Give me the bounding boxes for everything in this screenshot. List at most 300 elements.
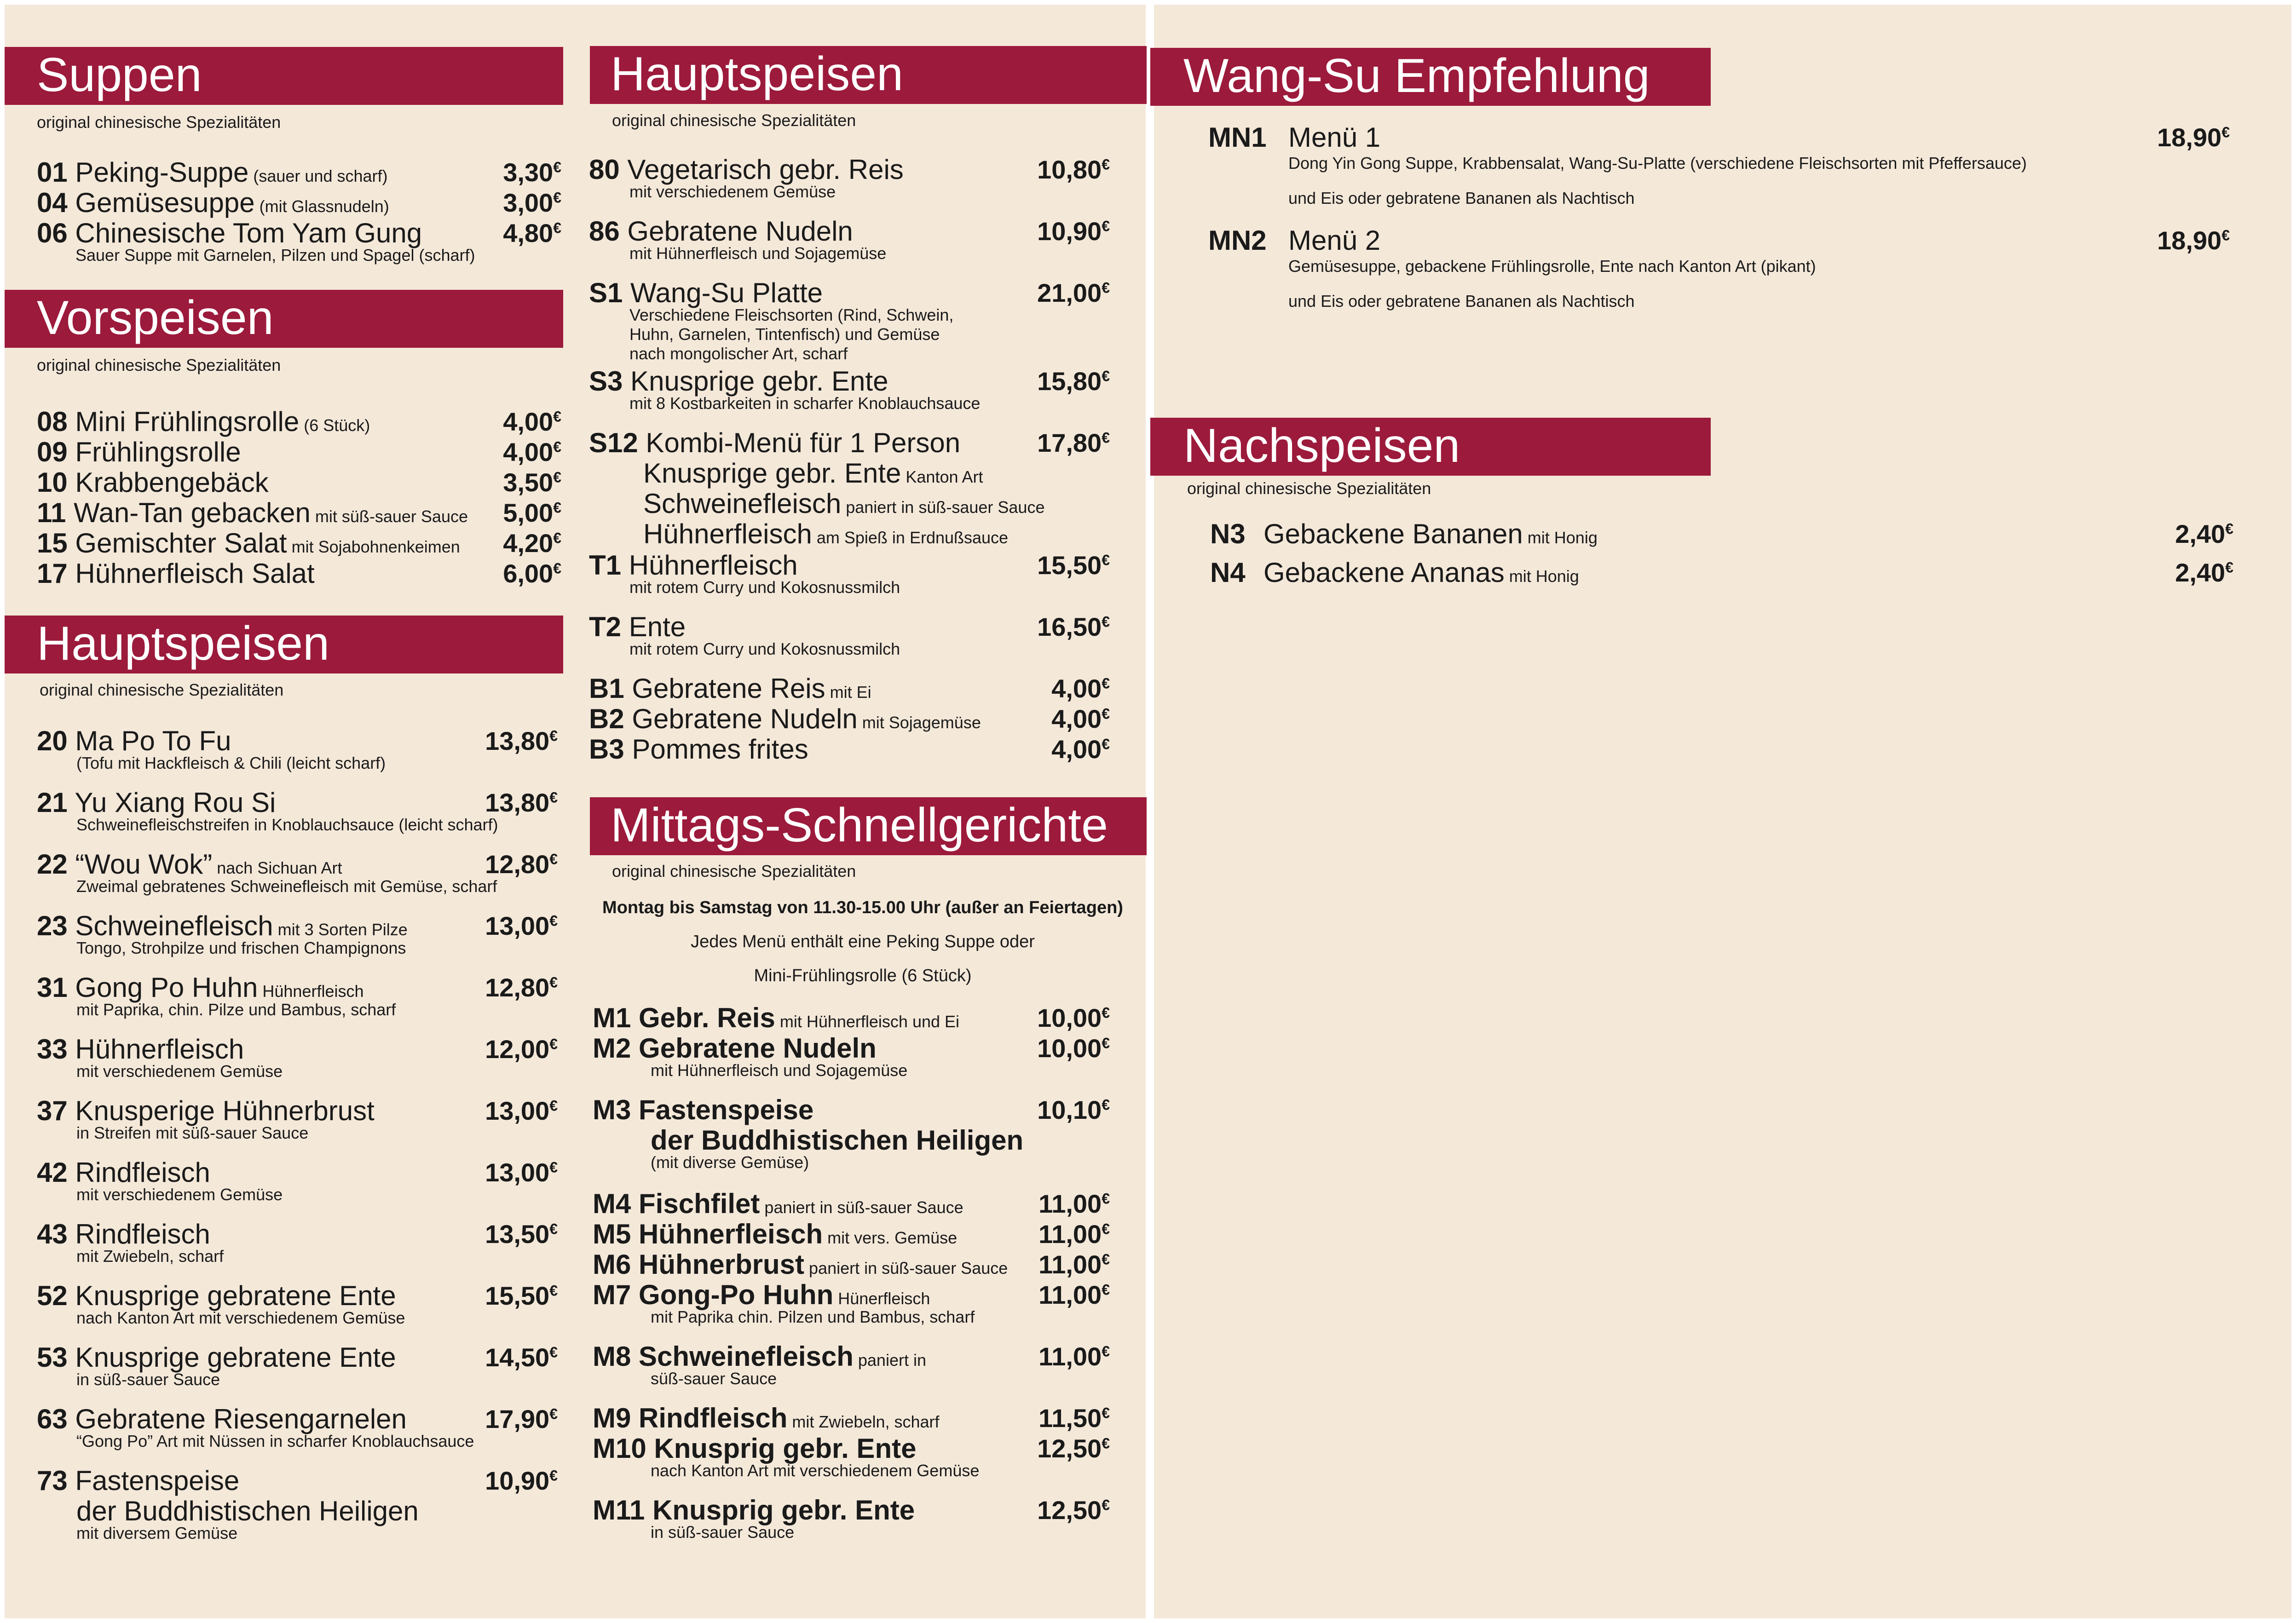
menu-item-line: [37, 437, 241, 467]
item-name: Knusprige gebr. Ente: [623, 366, 888, 397]
item-name: Knusprig gebr. Ente: [645, 1495, 915, 1525]
item-price: [485, 1219, 558, 1249]
menu-item: [37, 437, 561, 467]
menu-item: [593, 1219, 1110, 1249]
menu-item-line: [589, 366, 888, 397]
item-description: mit rotem Curry und Kokosnussmilch: [629, 578, 900, 597]
item-description: Sauer Suppe mit Garnelen, Pilzen und Spagel (scharf): [75, 246, 475, 265]
menu-item-line: [593, 1433, 916, 1464]
menu-item: [37, 725, 558, 772]
price-value: 4,00: [1051, 735, 1102, 764]
currency-sign: €: [549, 1220, 558, 1237]
item-price: [1037, 155, 1110, 185]
menu-item: [589, 734, 1110, 765]
menu-item-line: [37, 218, 422, 248]
price-value: 15,80: [1037, 367, 1102, 396]
currency-sign: €: [1102, 1190, 1110, 1207]
price-value: 11,00: [1038, 1280, 1102, 1309]
item-price: [1038, 1219, 1110, 1249]
price-value: 18,90: [2157, 123, 2222, 152]
menu-item-line: [589, 155, 904, 185]
menu-item: [37, 1342, 558, 1389]
section-subtitle: original chinesische Spezialitäten: [612, 111, 856, 130]
section-banner-suppen: Suppen: [5, 47, 563, 105]
item-note: mit Ei: [825, 683, 871, 702]
currency-sign: €: [553, 189, 561, 206]
item-price: [2175, 558, 2233, 588]
combo-sub-name: Hühnerfleisch: [643, 518, 812, 549]
price-value: 17,80: [1037, 428, 1102, 457]
price-value: 14,50: [485, 1343, 550, 1372]
menu-item: [37, 467, 561, 498]
item-name: Fastenspeise: [631, 1094, 814, 1125]
item-description: Verschiedene Fleischsorten (Rind, Schwein,: [629, 305, 954, 324]
currency-sign: €: [1102, 675, 1110, 692]
price-value: 13,80: [485, 788, 550, 817]
price-value: 13,00: [485, 1096, 550, 1125]
menu-item: [593, 1279, 1110, 1326]
menu-item: [593, 1003, 1110, 1033]
item-description: “Gong Po” Art mit Nüssen in scharfer Knoblauchsauce: [76, 1432, 474, 1450]
item-note: paniert in süß-sauer Sauce: [760, 1198, 963, 1217]
item-price: [1037, 1495, 1110, 1525]
item-name: Ma Po To Fu: [67, 725, 231, 756]
item-code: 21: [37, 787, 68, 818]
item-name: Hühnerfleisch: [621, 550, 798, 581]
item-code: 31: [37, 972, 68, 1003]
menu-item-line: [589, 734, 808, 765]
item-description: und Eis oder gebratene Bananen als Nachtisch: [1288, 292, 1635, 311]
item-price: [503, 188, 561, 218]
menu-item-line: [593, 1495, 915, 1525]
item-name: Hühnerbrust: [631, 1249, 805, 1280]
item-note: paniert in süß-sauer Sauce: [804, 1259, 1008, 1278]
item-name: Gebratene Reis: [624, 673, 825, 704]
menu-item-line: [37, 558, 315, 589]
item-code: 04: [37, 187, 68, 218]
item-price: [485, 1096, 558, 1126]
item-price: [503, 157, 561, 188]
menu-item-line: [593, 1033, 877, 1064]
item-name: Menü 1: [1288, 122, 1381, 153]
currency-sign: €: [549, 1282, 558, 1299]
price-value: 17,90: [485, 1404, 550, 1433]
price-value: 11,00: [1038, 1189, 1102, 1218]
item-price: [1038, 1341, 1110, 1372]
price-value: 3,50: [503, 468, 554, 497]
item-name: Hühnerfleisch: [631, 1219, 823, 1249]
price-value: 13,00: [485, 911, 550, 940]
item-name: Gemüsesuppe: [67, 187, 255, 218]
item-code: 01: [37, 157, 68, 188]
currency-sign: €: [553, 219, 561, 236]
item-price: [1037, 612, 1110, 642]
lunch-info: Jedes Menü enthält eine Peking Suppe oder: [691, 932, 1035, 951]
price-value: 4,20: [503, 529, 554, 558]
menu-item: [37, 1280, 558, 1327]
item-code: 86: [589, 216, 620, 247]
currency-sign: €: [2221, 124, 2230, 141]
menu-item: [589, 550, 1110, 597]
currency-sign: €: [1102, 156, 1110, 173]
item-name: Krabbengebäck: [67, 467, 269, 498]
item-name: Gong Po Huhn: [67, 972, 258, 1003]
item-code: S3: [589, 366, 623, 397]
price-value: 4,00: [503, 407, 554, 436]
item-code: 10: [37, 467, 68, 498]
item-name: Knusperige Hühnerbrust: [67, 1095, 375, 1126]
item-description: mit Paprika chin. Pilzen und Bambus, scharf: [651, 1307, 975, 1326]
price-value: 12,80: [485, 850, 550, 879]
menu-item: [1210, 519, 2233, 549]
item-description: in süß-sauer Sauce: [651, 1523, 795, 1542]
item-code: M4: [593, 1188, 631, 1219]
currency-sign: €: [549, 912, 558, 929]
item-note: mit 3 Sorten Pilze: [273, 920, 408, 939]
currency-sign: €: [549, 727, 558, 744]
currency-sign: €: [1102, 1251, 1110, 1268]
menu-item-line: [37, 1219, 210, 1249]
item-price: [485, 1281, 558, 1311]
menu-item-line: [593, 1249, 1008, 1283]
currency-sign: €: [1102, 1220, 1110, 1237]
item-price: [1037, 1033, 1110, 1064]
item-description: in süß-sauer Sauce: [76, 1370, 220, 1389]
section-banner-empfehlung: Wang-Su Empfehlung: [1150, 48, 1711, 106]
price-value: 21,00: [1037, 278, 1102, 307]
item-description: nach Kanton Art mit verschiedenem Gemüse: [76, 1308, 405, 1327]
item-description: mit 8 Kostbarkeiten in scharfer Knoblauchsauce: [629, 394, 981, 413]
item-description: Zweimal gebratenes Schweinefleisch mit Gemüse, scharf: [76, 877, 497, 896]
item-name-line2: der Buddhistischen Heiligen: [76, 1496, 419, 1526]
item-name: “Wou Wok”: [67, 849, 213, 880]
item-code: B3: [589, 734, 624, 765]
price-value: 4,00: [1051, 674, 1102, 703]
currency-sign: €: [1102, 1496, 1110, 1514]
item-name: Peking-Suppe: [67, 157, 249, 188]
section-subtitle: original chinesische Spezialitäten: [612, 862, 856, 881]
item-price: [485, 973, 558, 1003]
currency-sign: €: [1102, 429, 1110, 446]
item-code: 06: [37, 218, 68, 248]
currency-sign: €: [1102, 1281, 1110, 1298]
item-price: [1037, 216, 1110, 247]
currency-sign: €: [553, 469, 561, 486]
currency-sign: €: [2221, 227, 2230, 244]
currency-sign: €: [2225, 559, 2233, 576]
price-value: 12,00: [485, 1035, 550, 1064]
item-description: mit verschiedenem Gemüse: [76, 1185, 283, 1204]
currency-sign: €: [1102, 368, 1110, 385]
item-note: Hünerfleisch: [833, 1289, 930, 1308]
item-code: 23: [37, 910, 68, 941]
currency-sign: €: [553, 560, 561, 577]
menu-item-line: [593, 1095, 813, 1125]
menu-item-line: [589, 673, 871, 708]
item-price: [2175, 519, 2233, 549]
price-value: 10,90: [1037, 217, 1102, 246]
combo-sub-name: Knusprige gebr. Ente: [643, 458, 901, 489]
item-note: (6 Stück): [299, 416, 370, 435]
menu-item: [37, 910, 558, 957]
item-price: [1051, 704, 1110, 734]
price-value: 11,50: [1038, 1404, 1102, 1433]
menu-item-line: [37, 1096, 375, 1126]
menu-item-line: [37, 1034, 244, 1065]
menu-item: [37, 498, 561, 528]
item-price: [1038, 1403, 1110, 1433]
item-name: Gong-Po Huhn: [631, 1279, 834, 1310]
item-price: [503, 218, 561, 248]
currency-sign: €: [549, 1097, 558, 1114]
menu-item-line: [589, 278, 823, 308]
item-name: Fastenspeise: [67, 1465, 240, 1496]
item-note: mit Honig: [1504, 567, 1579, 586]
item-name: Gebackene Ananas: [1263, 557, 1505, 588]
item-code: M8: [593, 1341, 631, 1372]
combo-subline: [643, 489, 1044, 523]
menu-item: [37, 407, 561, 437]
item-price: [1037, 550, 1110, 581]
menu-item-line: [589, 612, 686, 642]
item-description: mit Hühnerfleisch und Sojagemüse: [651, 1061, 908, 1080]
price-value: 15,50: [485, 1281, 550, 1310]
item-price: [503, 528, 561, 558]
menu-item-line: [37, 726, 231, 756]
item-price: [485, 1404, 558, 1434]
item-code: M7: [593, 1279, 631, 1310]
menu-item-line: [593, 1219, 957, 1253]
item-price: [503, 558, 561, 589]
item-name: Rindfleisch: [67, 1219, 210, 1249]
item-note: nach Sichuan Art: [212, 858, 342, 877]
item-code: 20: [37, 725, 68, 756]
item-code: M2: [593, 1033, 631, 1064]
item-code: MN1: [1208, 122, 1267, 153]
item-code: 53: [37, 1342, 68, 1373]
item-description: Tongo, Strohpilze und frischen Champignons: [76, 938, 406, 957]
item-code: 42: [37, 1157, 68, 1188]
item-note: mit Sojagemüse: [857, 713, 981, 732]
menu-item-line: [1263, 519, 1598, 553]
item-note: mit vers. Gemüse: [823, 1228, 958, 1247]
item-description: süß-sauer Sauce: [651, 1369, 777, 1388]
item-price: [485, 1466, 558, 1496]
menu-item: [593, 1033, 1110, 1080]
item-description: Gemüsesuppe, gebackene Frühlingsrolle, Ente nach Kanton Art (pikant): [1288, 257, 1816, 276]
item-code: B2: [589, 703, 624, 734]
menu-item-line: [1263, 558, 1579, 592]
item-code: 09: [37, 437, 68, 467]
item-code: MN2: [1208, 225, 1267, 256]
item-name: Wan-Tan gebacken: [66, 497, 311, 528]
menu-item: [593, 1495, 1110, 1542]
price-value: 12,50: [1037, 1496, 1102, 1525]
item-name: Yu Xiang Rou Si: [67, 787, 276, 818]
item-code: 80: [589, 154, 620, 185]
item-code: N4: [1210, 557, 1246, 588]
item-note: Hühnerfleisch: [258, 982, 364, 1001]
menu-item: [589, 704, 1110, 734]
combo-subline: [643, 519, 1008, 553]
lunch-info: Mini-Frühlingsrolle (6 Stück): [754, 966, 972, 985]
item-name: Gebr. Reis: [631, 1002, 775, 1033]
price-value: 10,00: [1037, 1034, 1102, 1063]
item-code: 08: [37, 406, 68, 437]
item-note: (mit Glassnudeln): [254, 197, 389, 216]
item-code: 15: [37, 528, 68, 558]
currency-sign: €: [1102, 1404, 1110, 1422]
item-price: [1038, 1189, 1110, 1219]
item-name: Gebratene Riesengarnelen: [67, 1404, 407, 1434]
price-value: 12,80: [485, 973, 550, 1002]
item-price: [1051, 734, 1110, 765]
currency-sign: €: [549, 1036, 558, 1053]
item-description: mit Zwiebeln, scharf: [76, 1247, 224, 1266]
menu-item-line: [37, 1404, 407, 1434]
menu-item-line: [37, 528, 460, 562]
currency-sign: €: [549, 851, 558, 868]
price-value: 3,30: [503, 158, 554, 187]
currency-sign: €: [1102, 736, 1110, 753]
menu-item: [593, 1341, 1110, 1388]
menu-item: [37, 1404, 558, 1450]
currency-sign: €: [553, 438, 561, 455]
currency-sign: €: [1102, 279, 1110, 296]
price-value: 10,00: [1037, 1003, 1102, 1032]
item-code: T2: [589, 611, 622, 642]
item-name: Mini Frühlingsrolle: [67, 406, 300, 437]
menu-item: [593, 1189, 1110, 1219]
item-price: [1037, 1003, 1110, 1033]
item-description: mit verschiedenem Gemüse: [76, 1062, 283, 1081]
item-description: (mit diverse Gemüse): [651, 1153, 809, 1172]
currency-sign: €: [1102, 705, 1110, 722]
menu-item: [37, 1034, 558, 1081]
item-price: [1037, 1095, 1110, 1125]
menu-item: [37, 972, 558, 1019]
item-price: [1051, 673, 1110, 704]
item-name: Pommes frites: [624, 734, 808, 765]
item-code: M9: [593, 1403, 631, 1433]
item-price: [1037, 1433, 1110, 1464]
section-banner-hauptspeisen-2: Hauptspeisen: [590, 46, 1147, 104]
item-code: 63: [37, 1404, 68, 1434]
section-banner-vorspeisen: Vorspeisen: [5, 290, 563, 348]
item-price: [1037, 428, 1110, 458]
menu-item: [593, 1249, 1110, 1280]
price-value: 11,00: [1038, 1250, 1102, 1279]
menu-item: [37, 528, 561, 558]
currency-sign: €: [1102, 1035, 1110, 1052]
item-price: [485, 1342, 558, 1373]
currency-sign: €: [1102, 218, 1110, 235]
item-note: mit Hühnerfleisch und Ei: [775, 1012, 960, 1031]
item-description: mit rotem Curry und Kokosnussmilch: [629, 639, 900, 658]
item-price: [485, 849, 558, 880]
price-value: 2,40: [2175, 558, 2226, 587]
item-name: Rindfleisch: [67, 1157, 210, 1188]
item-description: nach Kanton Art mit verschiedenem Gemüse: [651, 1461, 980, 1480]
item-name: Gebratene Nudeln: [624, 703, 858, 734]
section-subtitle: original chinesische Spezialitäten: [37, 113, 281, 132]
price-value: 3,00: [503, 188, 554, 217]
currency-sign: €: [549, 1405, 558, 1422]
currency-sign: €: [1102, 1343, 1110, 1360]
item-name: Kombi-Menü für 1 Person: [638, 427, 961, 458]
currency-sign: €: [553, 499, 561, 516]
item-code: 22: [37, 849, 68, 880]
price-value: 2,40: [2175, 519, 2226, 548]
menu-item: [589, 154, 1110, 201]
menu-item-line: [589, 704, 981, 738]
currency-sign: €: [553, 529, 561, 547]
currency-sign: €: [553, 408, 561, 425]
item-code: 43: [37, 1219, 68, 1249]
menu-item: [589, 277, 1110, 363]
menu-item: [589, 611, 1110, 658]
item-code: 33: [37, 1034, 68, 1065]
item-price: [2157, 122, 2230, 153]
menu-item-line: [593, 1403, 940, 1437]
menu-item: [37, 1465, 558, 1542]
price-value: 13,00: [485, 1158, 550, 1187]
item-price: [503, 467, 561, 498]
menu-item-line: [589, 216, 853, 247]
menu-item: [37, 1219, 558, 1266]
item-description: Dong Yin Gong Suppe, Krabbensalat, Wang-Su-Platte (verschiedene Fleischsorten mit Pfeffersauce): [1288, 154, 2027, 173]
item-description: in Streifen mit süß-sauer Sauce: [76, 1123, 309, 1142]
item-price: [485, 788, 558, 818]
menu-item: [589, 216, 1110, 263]
item-description: Huhn, Garnelen, Tintenfisch) und Gemüse: [629, 325, 940, 344]
item-name: Schweinefleisch: [67, 910, 273, 941]
item-note: (sauer und scharf): [248, 167, 388, 185]
combo-sub-name: Schweinefleisch: [643, 488, 842, 519]
item-code: M1: [593, 1002, 631, 1033]
price-value: 11,00: [1038, 1342, 1102, 1371]
price-value: 4,80: [503, 219, 554, 247]
item-code: M10: [593, 1433, 646, 1464]
item-note: mit Honig: [1523, 528, 1598, 547]
item-description: mit diversem Gemüse: [76, 1524, 238, 1542]
menu-item-line: [37, 157, 388, 191]
item-name: Gebackene Bananen: [1263, 518, 1523, 549]
item-code: S1: [589, 277, 623, 308]
price-value: 6,00: [503, 559, 554, 588]
menu-item: [593, 1403, 1110, 1433]
menu-item: [589, 427, 1110, 549]
item-code: 37: [37, 1095, 68, 1126]
menu-item: [37, 849, 558, 896]
menu-item-line: [37, 1281, 396, 1311]
currency-sign: €: [549, 1344, 558, 1361]
currency-sign: €: [549, 1467, 558, 1484]
menu-item: [1210, 558, 2233, 588]
item-note: mit Zwiebeln, scharf: [787, 1412, 940, 1431]
menu-item-line: [589, 550, 798, 581]
item-code: M11: [593, 1495, 645, 1525]
item-code: S12: [589, 427, 638, 458]
item-description: mit Hühnerfleisch und Sojagemüse: [629, 244, 887, 263]
price-value: 10,80: [1037, 155, 1102, 184]
price-value: 11,00: [1038, 1220, 1102, 1249]
item-name: Wang-Su Platte: [623, 277, 823, 308]
menu-item: [37, 188, 561, 218]
item-description: mit verschiedenem Gemüse: [629, 182, 836, 201]
item-note: paniert in: [853, 1351, 926, 1370]
item-price: [1037, 278, 1110, 308]
